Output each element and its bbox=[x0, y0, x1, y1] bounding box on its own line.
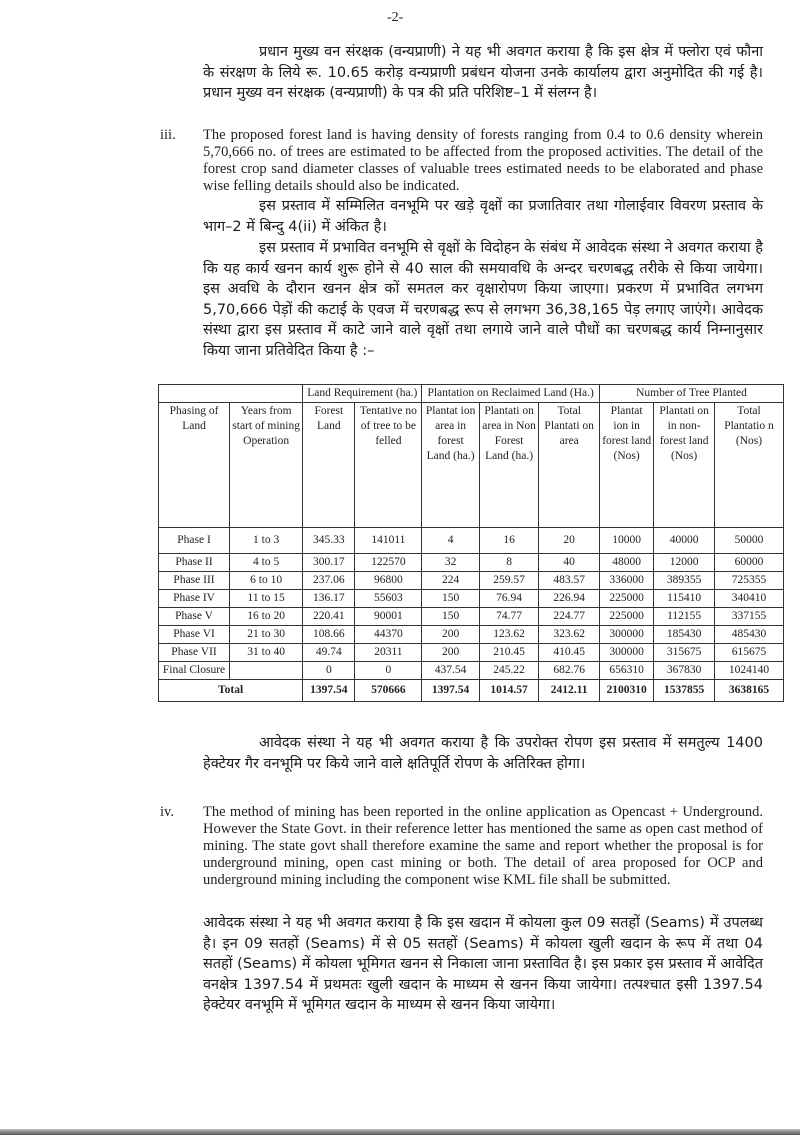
header-plantation-reclaimed: Plantation on Reclaimed Land (Ha.) bbox=[422, 385, 600, 403]
cell-value: 1024140 bbox=[714, 662, 783, 680]
paragraph-text: प्रधान मुख्य वन संरक्षक (वन्यप्राणी) ने यह भी अवगत कराया है कि इस क्षेत्र में फ्लोरा एवं फौना के संरक्षण के लिये रू. 10.65 करोड़ वन्यप्राणी प्रबंधन योजना उनके कार्यालय द्वारा अनुमोदित की गई है। प्रधान मुख्य वन संरक्षक (वन्यप्राणी) के पत्र की प्रति परिशिष्ट–1 में संलग्न है। bbox=[203, 44, 763, 101]
cell-value: 60000 bbox=[714, 554, 783, 572]
paragraph-coal-seams bbox=[203, 913, 763, 1016]
cell-value: 76.94 bbox=[479, 590, 539, 608]
table-column-header-row bbox=[159, 403, 784, 528]
paragraph-felling-plan bbox=[203, 238, 763, 361]
cell-value: 315675 bbox=[654, 644, 715, 662]
cell-years: 6 to 10 bbox=[230, 572, 303, 590]
table-row bbox=[159, 662, 784, 680]
empty-header bbox=[159, 385, 303, 403]
cell-value: 200 bbox=[422, 626, 479, 644]
cell-value: 226.94 bbox=[539, 590, 600, 608]
cell-value: 224 bbox=[422, 572, 479, 590]
cell-value: 300000 bbox=[599, 644, 653, 662]
paragraph-text: आवेदक संस्था ने यह भी अवगत कराया है कि इस खदान में कोयला कुल 09 सतहों (Seams) में उपलब्ध है। इन 09 सतहों (Seams) में से 05 सतहों (Seams) में कोयला खुली खदान के रूप में तथा 04 सतहों (Seams) में कोयला भूमिगत खनन से निकाला जाना प्रस्तावित है। इस प्रकार इस प्रस्ताव में आवेदित वनक्षेत्र 1397.54 में प्रथमतः खुली खदान के माध्यम से खनन किया जायेगा। तत्पश्चात इसी 1397.54 हेक्टेयर वनभूमि में भूमिगत खदान के माध्यम से खनन किया जायेगा। bbox=[203, 915, 763, 1013]
cell-value: 300.17 bbox=[303, 554, 355, 572]
cell-value: 12000 bbox=[654, 554, 715, 572]
paragraph-wildlife-plan bbox=[203, 42, 763, 104]
header-trees-planted: Number of Tree Planted bbox=[599, 385, 783, 403]
item-marker-iii: iii. bbox=[160, 127, 176, 143]
cell-phase: Final Closure bbox=[159, 662, 230, 680]
cell-value: 245.22 bbox=[479, 662, 539, 680]
table-row bbox=[159, 572, 784, 590]
cell-phase: Phase I bbox=[159, 528, 230, 554]
total-value: 1397.54 bbox=[303, 680, 355, 702]
cell-value: 108.66 bbox=[303, 626, 355, 644]
col-plantation-nonforest-nos: Plantati on in non-forest land (Nos) bbox=[654, 403, 715, 528]
cell-value: 259.57 bbox=[479, 572, 539, 590]
cell-value: 122570 bbox=[355, 554, 422, 572]
cell-value: 389355 bbox=[654, 572, 715, 590]
cell-years bbox=[230, 662, 303, 680]
cell-value: 0 bbox=[303, 662, 355, 680]
total-value: 1537855 bbox=[654, 680, 715, 702]
cell-value: 90001 bbox=[355, 608, 422, 626]
cell-value: 483.57 bbox=[539, 572, 600, 590]
cell-value: 224.77 bbox=[539, 608, 600, 626]
cell-value: 323.62 bbox=[539, 626, 600, 644]
cell-value: 200 bbox=[422, 644, 479, 662]
col-forest-land: Forest Land bbox=[303, 403, 355, 528]
item-iii-text: The proposed forest land is having density of forests ranging from 0.4 to 0.6 density wherein 5,70,666 no. of trees are estimated to be affected from the proposed activities. The detail of the forest crop sand diameter classes of valuable trees estimated needs to be elaborated and phase wise felling details should also be indicated. bbox=[203, 127, 763, 194]
total-value: 1397.54 bbox=[422, 680, 479, 702]
table-row bbox=[159, 590, 784, 608]
cell-value: 136.17 bbox=[303, 590, 355, 608]
cell-phase: Phase III bbox=[159, 572, 230, 590]
total-label: Total bbox=[159, 680, 303, 702]
item-iv-text: The method of mining has been reported in the online application as Opencast + Underground. However the State Govt. in their reference letter has mentioned the same as open cast method of mining. The state govt shall therefore examine the same and report whether the proposal is for underground mining, open cast mining or both. The detail of area proposed for OCP and underground mining including the component wise KML file shall be submitted. bbox=[203, 804, 763, 888]
cell-value: 210.45 bbox=[479, 644, 539, 662]
cell-value: 16 bbox=[479, 528, 539, 554]
cell-value: 20311 bbox=[355, 644, 422, 662]
cell-value: 32 bbox=[422, 554, 479, 572]
cell-years: 4 to 5 bbox=[230, 554, 303, 572]
cell-value: 10000 bbox=[599, 528, 653, 554]
cell-value: 96800 bbox=[355, 572, 422, 590]
total-value: 1014.57 bbox=[479, 680, 539, 702]
cell-value: 141011 bbox=[355, 528, 422, 554]
total-value: 3638165 bbox=[714, 680, 783, 702]
cell-value: 150 bbox=[422, 608, 479, 626]
phasing-table bbox=[158, 384, 784, 702]
cell-value: 300000 bbox=[599, 626, 653, 644]
total-value: 2412.11 bbox=[539, 680, 600, 702]
cell-value: 682.76 bbox=[539, 662, 600, 680]
cell-value: 367830 bbox=[654, 662, 715, 680]
table-row bbox=[159, 554, 784, 572]
cell-phase: Phase V bbox=[159, 608, 230, 626]
cell-value: 150 bbox=[422, 590, 479, 608]
cell-value: 410.45 bbox=[539, 644, 600, 662]
col-total-plantation-area: Total Plantati on area bbox=[539, 403, 600, 528]
cell-value: 40 bbox=[539, 554, 600, 572]
paragraph-text: इस प्रस्ताव में सम्मिलित वनभूमि पर खड़े वृक्षों का प्रजातिवार तथा गोलाईवार विवरण प्रस्ताव के भाग–2 में बिन्दु 4(ii) में अंकित है। bbox=[203, 198, 763, 235]
cell-phase: Phase VII bbox=[159, 644, 230, 662]
cell-phase: Phase II bbox=[159, 554, 230, 572]
col-years: Years from start of mining Operation bbox=[230, 403, 303, 528]
cell-value: 437.54 bbox=[422, 662, 479, 680]
scan-edge-shadow bbox=[0, 1129, 800, 1135]
cell-value: 123.62 bbox=[479, 626, 539, 644]
cell-value: 112155 bbox=[654, 608, 715, 626]
header-land-requirement: Land Requirement (ha.) bbox=[303, 385, 422, 403]
col-trees-felled: Tentative no of tree to be felled bbox=[355, 403, 422, 528]
cell-value: 615675 bbox=[714, 644, 783, 662]
cell-value: 225000 bbox=[599, 590, 653, 608]
table-total-row bbox=[159, 680, 784, 702]
paragraph-text: आवेदक संस्था ने यह भी अवगत कराया है कि उपरोक्त रोपण इस प्रस्ताव में समतुल्य 1400 हेक्टेयर गैर वनभूमि पर किये जाने वाले क्षतिपूर्ति रोपण के अतिरिक्त होगा। bbox=[203, 735, 763, 772]
cell-years: 31 to 40 bbox=[230, 644, 303, 662]
cell-value: 74.77 bbox=[479, 608, 539, 626]
col-total-plantation-nos: Total Plantatio n (Nos) bbox=[714, 403, 783, 528]
table-row bbox=[159, 528, 784, 554]
table-row bbox=[159, 626, 784, 644]
cell-value: 50000 bbox=[714, 528, 783, 554]
cell-value: 336000 bbox=[599, 572, 653, 590]
cell-value: 225000 bbox=[599, 608, 653, 626]
cell-value: 725355 bbox=[714, 572, 783, 590]
cell-value: 0 bbox=[355, 662, 422, 680]
total-value: 570666 bbox=[355, 680, 422, 702]
total-value: 2100310 bbox=[599, 680, 653, 702]
paragraph-species-details bbox=[203, 196, 763, 237]
item-marker-iv: iv. bbox=[160, 804, 174, 820]
col-plantation-nonforest-area: Plantati on area in Non Forest Land (ha.) bbox=[479, 403, 539, 528]
cell-value: 345.33 bbox=[303, 528, 355, 554]
paragraph-compensatory-plantation bbox=[203, 733, 763, 774]
cell-value: 485430 bbox=[714, 626, 783, 644]
col-plantation-forest-nos: Plantat ion in forest land (Nos) bbox=[599, 403, 653, 528]
cell-value: 115410 bbox=[654, 590, 715, 608]
cell-value: 40000 bbox=[654, 528, 715, 554]
cell-value: 44370 bbox=[355, 626, 422, 644]
cell-value: 337155 bbox=[714, 608, 783, 626]
cell-years: 11 to 15 bbox=[230, 590, 303, 608]
cell-value: 8 bbox=[479, 554, 539, 572]
table-group-header-row bbox=[159, 385, 784, 403]
cell-phase: Phase IV bbox=[159, 590, 230, 608]
cell-years: 1 to 3 bbox=[230, 528, 303, 554]
cell-value: 48000 bbox=[599, 554, 653, 572]
cell-value: 220.41 bbox=[303, 608, 355, 626]
paragraph-text: इस प्रस्ताव में प्रभावित वनभूमि से वृक्षों के विदोहन के संबंध में आवेदक संस्था ने अवगत कराया है कि यह कार्य खनन कार्य शुरू होने से 40 साल की समयावधि के अन्दर चरणबद्ध तरीके से किया जायेगा। इस अवधि के दौरान खनन क्षेत्र कों समतल कर वृक्षारोपण किया जाएगा। प्रकरण में प्रभावित लगभग 5,70,666 पेड़ों की कटाई के एवज में चरणबद्ध रूप से लगभग 36,38,165 पेड़ लगाए जाएंगे। आवेदक संस्था द्वारा इस प्रस्ताव में काटे जाने वाले वृक्षों तथा लगाये जाने वाले पौधों का चरणबद्ध कार्य निम्नानुसार किया जाना प्रतिवेदित किया है :– bbox=[203, 240, 763, 359]
page-number: -2- bbox=[387, 10, 404, 25]
cell-phase: Phase VI bbox=[159, 626, 230, 644]
col-plantation-forest-area: Plantat ion area in forest Land (ha.) bbox=[422, 403, 479, 528]
cell-value: 55603 bbox=[355, 590, 422, 608]
cell-value: 237.06 bbox=[303, 572, 355, 590]
cell-value: 49.74 bbox=[303, 644, 355, 662]
cell-value: 185430 bbox=[654, 626, 715, 644]
table-row bbox=[159, 644, 784, 662]
cell-years: 16 to 20 bbox=[230, 608, 303, 626]
cell-value: 340410 bbox=[714, 590, 783, 608]
cell-value: 20 bbox=[539, 528, 600, 554]
cell-value: 4 bbox=[422, 528, 479, 554]
cell-years: 21 to 30 bbox=[230, 626, 303, 644]
col-phasing: Phasing of Land bbox=[159, 403, 230, 528]
table-row bbox=[159, 608, 784, 626]
cell-value: 656310 bbox=[599, 662, 653, 680]
